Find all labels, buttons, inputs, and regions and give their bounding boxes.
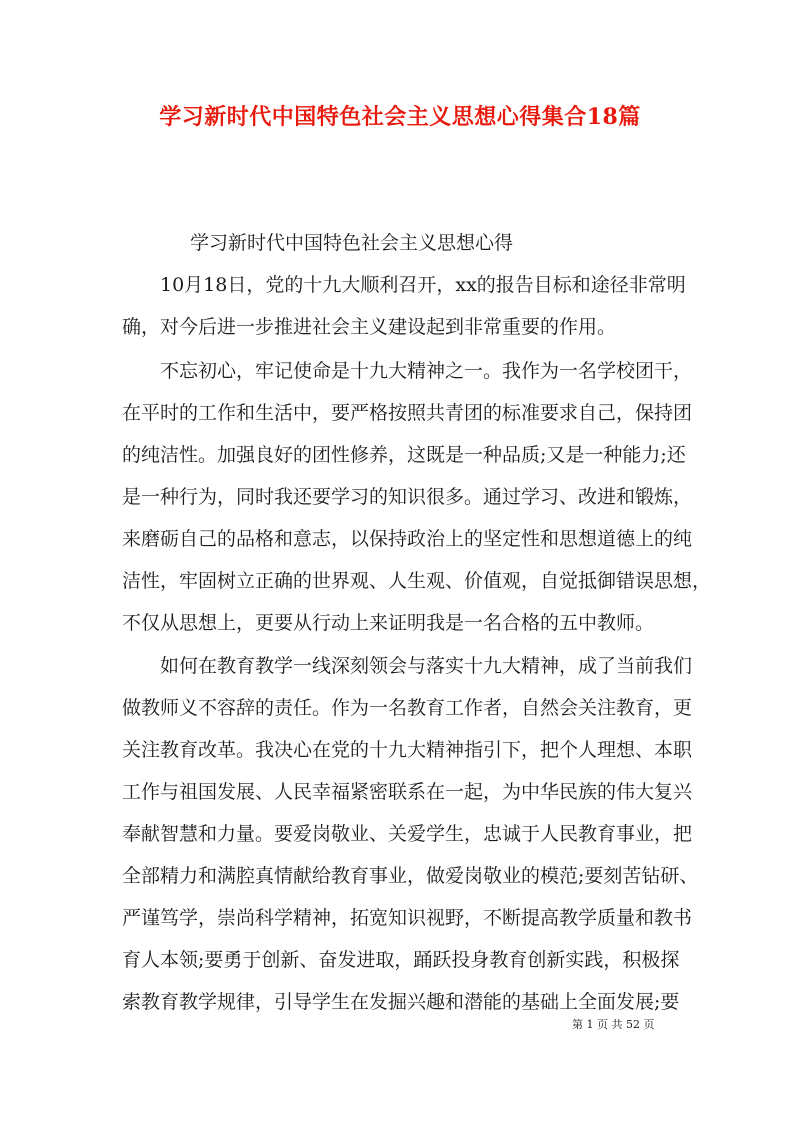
body-line: 洁性，牢固树立正确的世界观、人生观、价值观，自觉抵御错误思想， — [122, 570, 712, 592]
body-line: 在平时的工作和生活中，要严格按照共青团的标准要求自己，保持团 — [122, 402, 693, 424]
body-line: 是一种行为，同时我还要学习的知识很多。通过学习、改进和锻炼， — [122, 486, 693, 508]
document-title: 学习新时代中国特色社会主义思想心得集合18篇 — [159, 104, 641, 130]
body-line: 10月18日，党的十九大顺利召开，xx的报告目标和途径非常明 — [160, 274, 686, 296]
body-line: 如何在教育教学一线深刻领会与落实十九大精神，成了当前我们 — [160, 655, 693, 677]
body-line: 不忘初心，牢记使命是十九大精神之一。我作为一名学校团干， — [160, 360, 693, 382]
body-line: 来磨砺自己的品格和意志，以保持政治上的坚定性和思想道德上的纯 — [122, 528, 693, 550]
body-line: 的纯洁性。加强良好的团性修养，这既是一种品质;又是一种能力;还 — [122, 444, 686, 466]
body-line: 索教育教学规律，引导学生在发掘兴趣和潜能的基础上全面发展;要 — [122, 991, 680, 1013]
page-number-footer: 第 1 页 共 52 页 — [572, 1018, 655, 1031]
body-line: 关注教育改革。我决心在党的十九大精神指引下，把个人理想、本职 — [122, 739, 693, 761]
body-line: 确，对今后进一步推进社会主义建设起到非常重要的作用。 — [122, 316, 617, 338]
body-line: 做教师义不容辞的责任。作为一名教育工作者，自然会关注教育，更 — [122, 697, 693, 719]
section-heading: 学习新时代中国特色社会主义思想心得 — [190, 232, 514, 254]
body-line: 工作与祖国发展、人民幸福紧密联系在一起，为中华民族的伟大复兴 — [122, 781, 693, 803]
body-line: 全部精力和满腔真情献给教育事业，做爱岗敬业的模范;要刻苦钻研、 — [122, 865, 699, 887]
body-line: 不仅从思想上，更要从行动上来证明我是一名合格的五中教师。 — [122, 612, 655, 634]
body-line: 严谨笃学，崇尚科学精神，拓宽知识视野，不断提高教学质量和教书 — [122, 907, 693, 929]
body-line: 奉献智慧和力量。要爱岗敬业、关爱学生，忠诚于人民教育事业，把 — [122, 823, 693, 845]
body-line: 育人本领;要勇于创新、奋发进取，踊跃投身教育创新实践，积极探 — [122, 949, 680, 971]
